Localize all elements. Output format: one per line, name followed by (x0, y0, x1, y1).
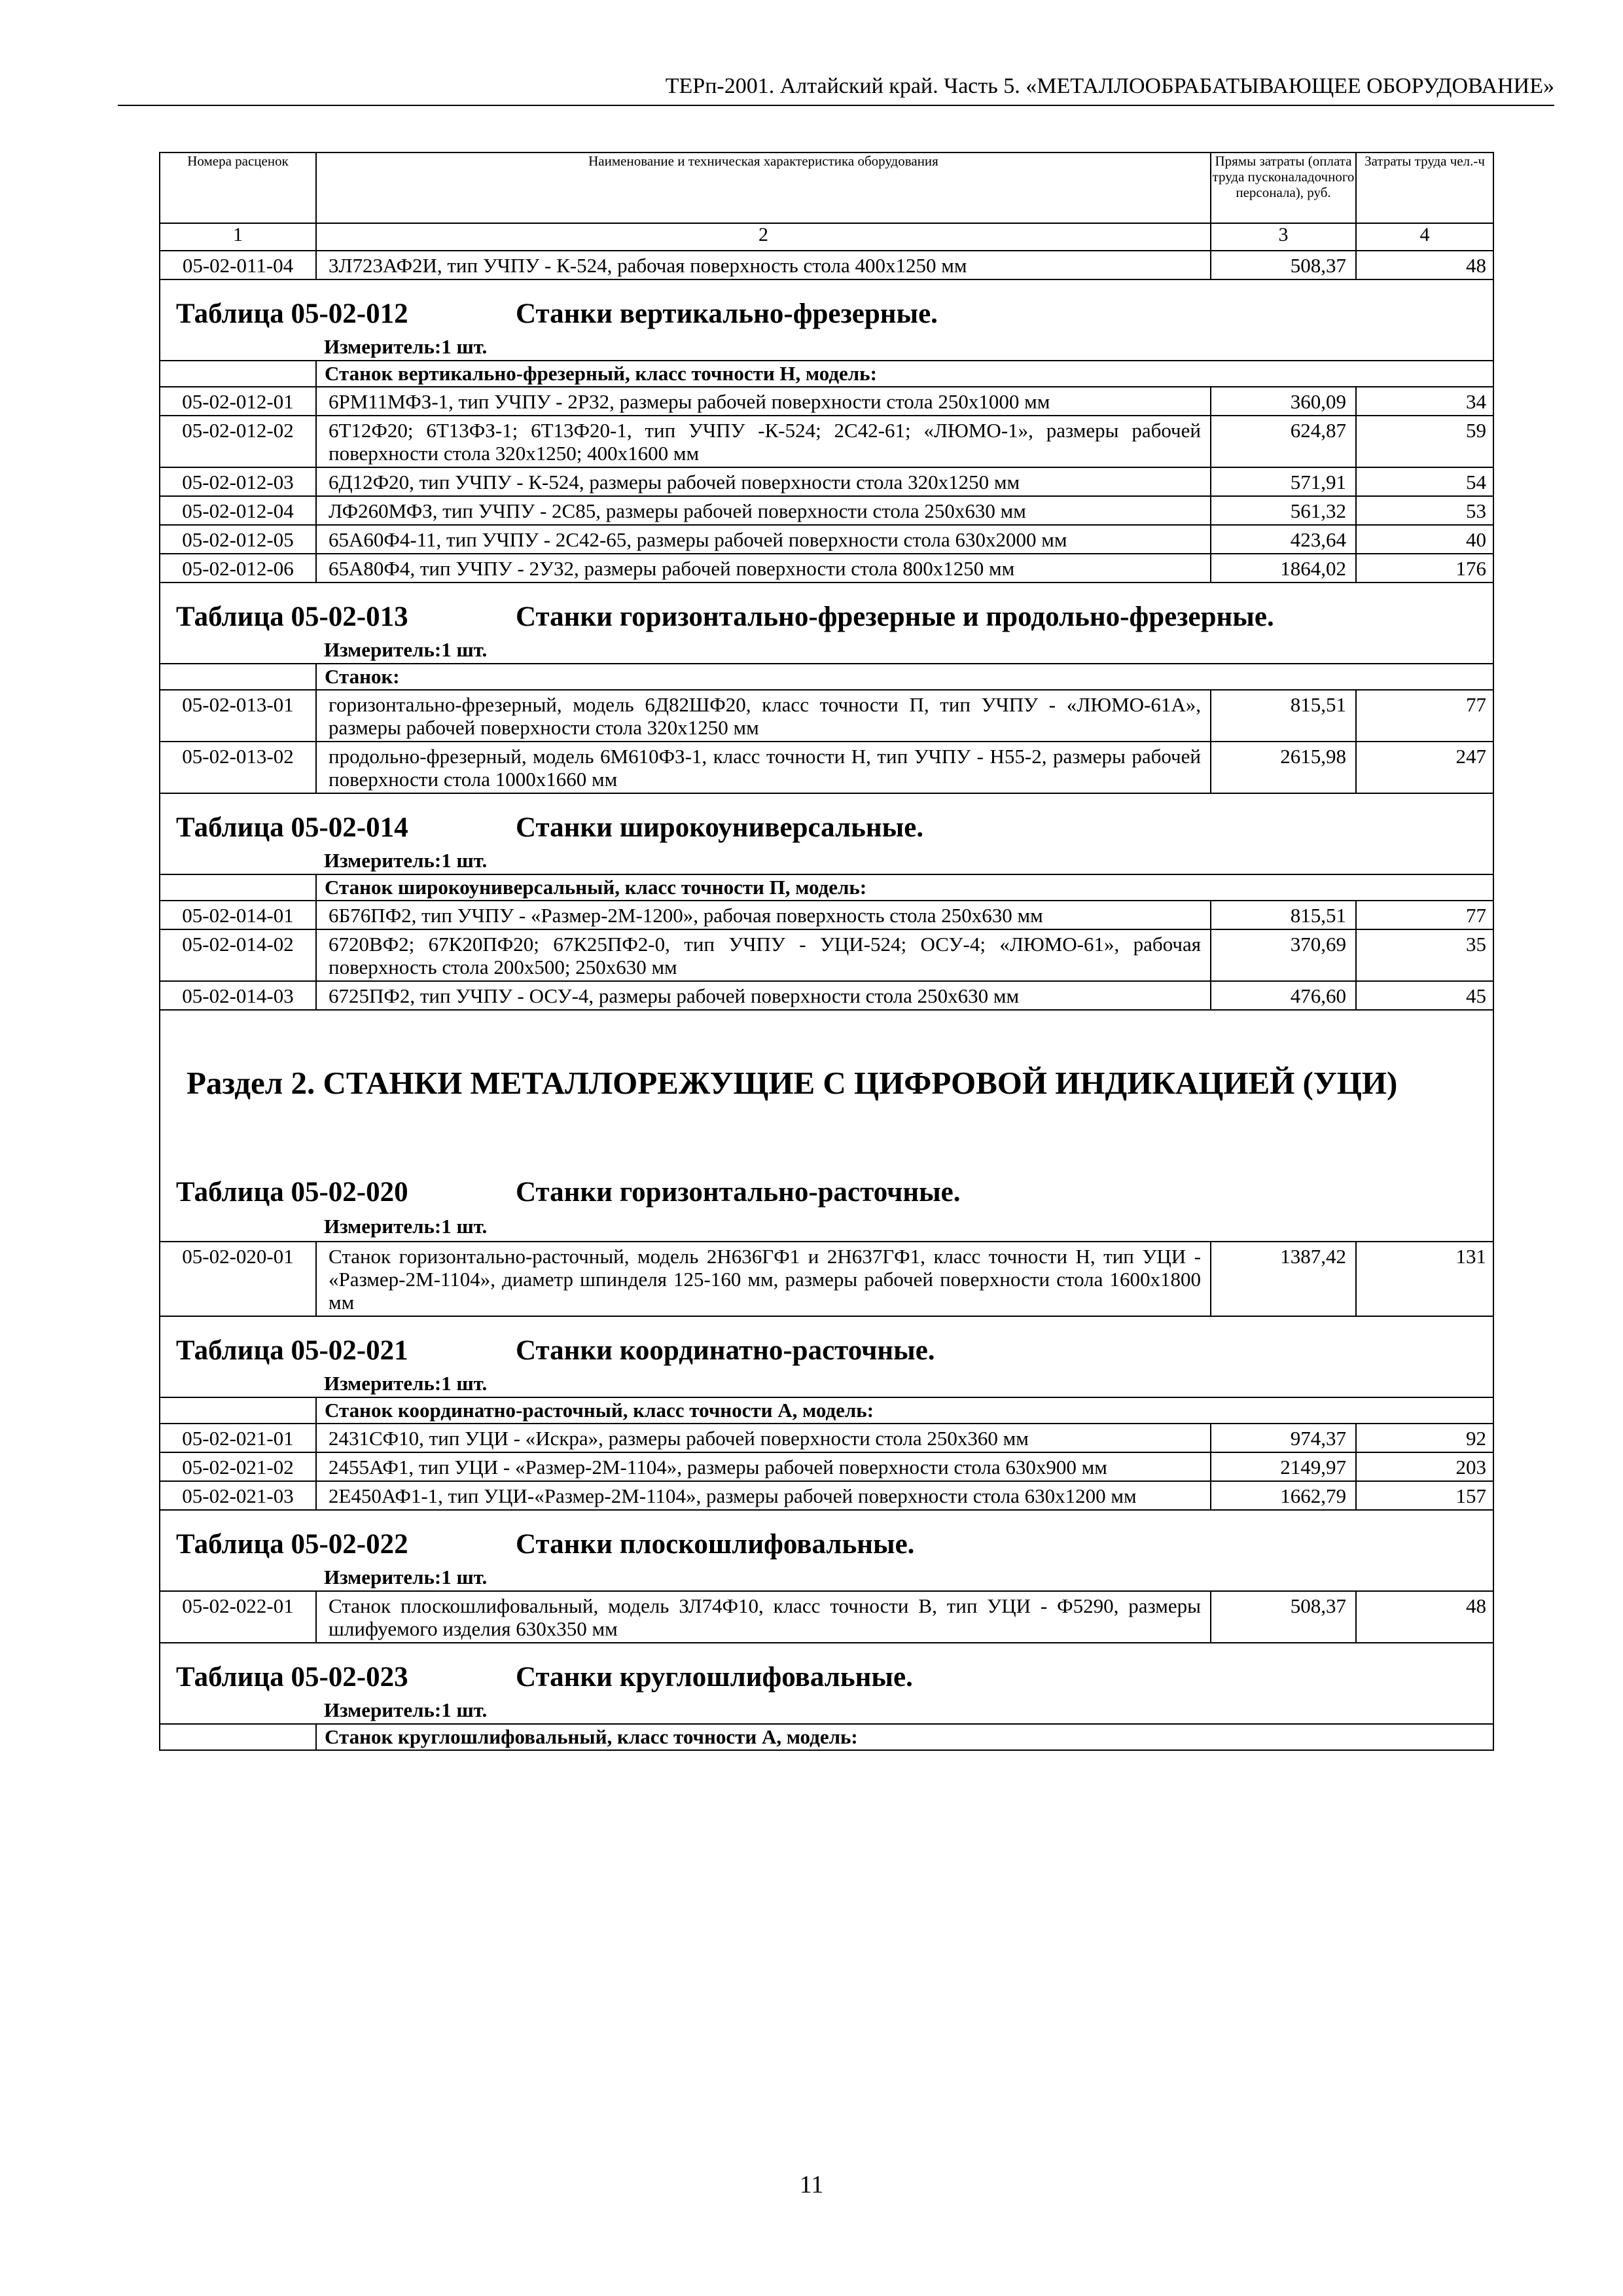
labor-hours: 54 (1356, 467, 1493, 496)
measure-unit: Измеритель:1 шт. (324, 335, 488, 358)
price-table-wrapper (159, 152, 1493, 1751)
table-title (160, 1158, 1493, 1212)
table-name: Станки широкоуниверсальные. (516, 812, 924, 843)
group-heading: Станок вертикально-фрезерный, класс точности Н, модель: (316, 361, 1493, 387)
table-name: Станки плоскошлифовальные. (516, 1529, 915, 1560)
rate-description: горизонтально-фрезерный, модель 6Д82ШФ20, класс точности П, тип УЧПУ - «ЛЮМО-61А», размеры рабочей поверхности стола 320х1250 мм (316, 690, 1211, 742)
rate-description: 6Б76ПФ2, тип УЧПУ - «Размер-2М-1200», рабочая поверхность стола 250х630 мм (316, 901, 1211, 929)
labor-hours: 35 (1356, 929, 1493, 981)
column-header-codes: Номера расценок (160, 152, 316, 223)
column-header-direct-costs: Прямы затраты (оплата труда пусконаладочного персонала), руб. (1211, 152, 1356, 223)
table-row (160, 742, 1493, 793)
section-block (160, 1011, 1493, 1241)
measure-unit: Измеритель:1 шт. (324, 1698, 488, 1721)
rate-description: ЛФ260МФЗ, тип УЧПУ - 2С85, размеры рабочей поверхности стола 250х630 мм (316, 496, 1211, 525)
direct-cost: 360,09 (1211, 387, 1356, 416)
direct-cost: 1387,42 (1211, 1242, 1356, 1316)
table-title (160, 1643, 1493, 1697)
rate-code: 05-02-012-01 (160, 387, 316, 416)
group-spacer (160, 664, 316, 690)
rate-description: 2455АФ1, тип УЦИ - «Размер-2М-1104», размеры рабочей поверхности стола 630х900 мм (316, 1452, 1211, 1481)
group-heading: Станок круглошлифовальный, класс точности А, модель: (316, 1724, 1493, 1750)
rate-code: 05-02-012-03 (160, 467, 316, 496)
measure-unit: Измеритель:1 шт. (324, 638, 488, 661)
labor-hours: 34 (1356, 387, 1493, 416)
table-title (160, 583, 1493, 637)
rate-description: Станок горизонтально-расточный, модель 2Н636ГФ1 и 2Н637ГФ1, класс точности Н, тип УЦИ - «Размер-2М-1104», диаметр шпинделя 125-160 мм, размеры рабочей поверхности стола 1600х1800 мм (316, 1242, 1211, 1316)
column-header-description: Наименование и техническая характеристика оборудования (316, 152, 1211, 223)
rate-code: 05-02-021-02 (160, 1452, 316, 1481)
rate-code: 05-02-012-04 (160, 496, 316, 525)
labor-hours: 176 (1356, 554, 1493, 583)
column-number: 1 (160, 223, 316, 251)
measure-unit: Измеритель:1 шт. (324, 1215, 488, 1238)
group-heading: Станок координатно-расточный, класс точности А, модель: (316, 1397, 1493, 1424)
page-number: 11 (799, 2171, 824, 2198)
table-number: Таблица 05-02-023 (176, 1662, 408, 1693)
direct-cost: 815,51 (1211, 690, 1356, 742)
labor-hours: 77 (1356, 690, 1493, 742)
table-row (160, 690, 1493, 742)
labor-hours: 157 (1356, 1481, 1493, 1510)
table-number: Таблица 05-02-013 (176, 601, 408, 632)
column-number: 3 (1211, 223, 1356, 251)
labor-hours: 53 (1356, 496, 1493, 525)
table-number: Таблица 05-02-020 (176, 1177, 408, 1208)
group-row (160, 361, 1493, 387)
section-title: Раздел 2. СТАНКИ МЕТАЛЛОРЕЖУЩИЕ С ЦИФРОВОЙ ИНДИКАЦИЕЙ (УЦИ) (187, 1065, 1398, 1101)
table-row (160, 525, 1493, 554)
table-title-row (160, 1643, 1493, 1724)
direct-cost: 476,60 (1211, 981, 1356, 1010)
table-row (160, 1481, 1493, 1510)
direct-cost: 508,37 (1211, 1591, 1356, 1643)
rate-description: 6725ПФ2, тип УЧПУ - ОСУ-4, размеры рабочей поверхности стола 250х630 мм (316, 981, 1211, 1010)
table-title-row (160, 1510, 1493, 1591)
rate-description: 6Т12Ф20; 6Т13ФЗ-1; 6Т13Ф20-1, тип УЧПУ -К-524; 2С42-61; «ЛЮМО-1», размеры рабочей поверхности стола 320х1250; 400х1600 мм (316, 416, 1211, 467)
header-rule (118, 105, 1554, 106)
table-row (160, 901, 1493, 929)
measure-unit: Измеритель:1 шт. (324, 1566, 488, 1588)
table-name: Станки координатно-расточные. (516, 1335, 935, 1366)
rate-code: 05-02-014-02 (160, 929, 316, 981)
rate-description: 6720ВФ2; 67К20ПФ20; 67К25ПФ2-0, тип УЧПУ - УЦИ-524; ОСУ-4; «ЛЮМО-61», рабочая поверхность стола 200х500; 250х630 мм (316, 929, 1211, 981)
rate-description: 65А80Ф4, тип УЧПУ - 2У32, размеры рабочей поверхности стола 800х1250 мм (316, 554, 1211, 583)
running-header: ТЕРп-2001. Алтайский край. Часть 5. «МЕТАЛЛООБРАБАТЫВАЮЩЕЕ ОБОРУДОВАНИЕ» (665, 74, 1554, 98)
rate-code: 05-02-013-02 (160, 742, 316, 793)
rate-code: 05-02-014-01 (160, 901, 316, 929)
labor-hours: 40 (1356, 525, 1493, 554)
labor-hours: 48 (1356, 251, 1493, 279)
table-row (160, 1424, 1493, 1452)
table-name: Станки круглошлифовальные. (516, 1662, 913, 1693)
column-number: 4 (1356, 223, 1493, 251)
direct-cost: 508,37 (1211, 251, 1356, 279)
labor-hours: 92 (1356, 1424, 1493, 1452)
table-row (160, 1242, 1493, 1316)
measure-unit: Измеритель:1 шт. (324, 1372, 488, 1395)
group-spacer (160, 361, 316, 387)
group-row (160, 664, 1493, 690)
table-row (160, 251, 1493, 279)
rate-code: 05-02-011-04 (160, 251, 316, 279)
measure-unit: Измеритель:1 шт. (324, 849, 488, 872)
labor-hours: 203 (1356, 1452, 1493, 1481)
direct-cost: 561,32 (1211, 496, 1356, 525)
direct-cost: 423,64 (1211, 525, 1356, 554)
table-row (160, 416, 1493, 467)
section-row (160, 1010, 1493, 1242)
rate-code: 05-02-012-05 (160, 525, 316, 554)
direct-cost: 2149,97 (1211, 1452, 1356, 1481)
rate-description: 65А60Ф4-11, тип УЧПУ - 2С42-65, размеры рабочей поверхности стола 630х2000 мм (316, 525, 1211, 554)
table-row (160, 929, 1493, 981)
direct-cost: 624,87 (1211, 416, 1356, 467)
rate-code: 05-02-022-01 (160, 1591, 316, 1643)
rate-code: 05-02-014-03 (160, 981, 316, 1010)
table-name: Станки горизонтально-расточные. (516, 1177, 961, 1208)
table-number: Таблица 05-02-014 (176, 812, 408, 843)
table-row (160, 1452, 1493, 1481)
group-row (160, 1724, 1493, 1750)
table-title (160, 280, 1493, 334)
table-row (160, 1591, 1493, 1643)
rate-code: 05-02-012-02 (160, 416, 316, 467)
table-title-row (160, 1316, 1493, 1397)
rate-description: 3Л723АФ2И, тип УЧПУ - К-524, рабочая поверхность стола 400х1250 мм (316, 251, 1211, 279)
rate-code: 05-02-020-01 (160, 1242, 316, 1316)
direct-cost: 370,69 (1211, 929, 1356, 981)
rate-description: продольно-фрезерный, модель 6М610ФЗ-1, класс точности Н, тип УЧПУ - Н55-2, размеры рабочей поверхности стола 1000х1660 мм (316, 742, 1211, 793)
price-table (159, 152, 1494, 1751)
table-title (160, 1317, 1493, 1371)
rate-description: 2431СФ10, тип УЦИ - «Искра», размеры рабочей поверхности стола 250х360 мм (316, 1424, 1211, 1452)
labor-hours: 131 (1356, 1242, 1493, 1316)
rate-code: 05-02-012-06 (160, 554, 316, 583)
group-spacer (160, 1397, 316, 1424)
direct-cost: 1662,79 (1211, 1481, 1356, 1510)
group-heading: Станок широкоуниверсальный, класс точности П, модель: (316, 874, 1493, 901)
group-heading: Станок: (316, 664, 1493, 690)
direct-cost: 1864,02 (1211, 554, 1356, 583)
direct-cost: 571,91 (1211, 467, 1356, 496)
direct-cost: 974,37 (1211, 1424, 1356, 1452)
rate-description: 2Е450АФ1-1, тип УЦИ-«Размер-2М-1104», размеры рабочей поверхности стола 630х1200 мм (316, 1481, 1211, 1510)
table-row (160, 387, 1493, 416)
table-row (160, 467, 1493, 496)
rate-code: 05-02-021-01 (160, 1424, 316, 1452)
column-number: 2 (316, 223, 1211, 251)
table-name: Станки горизонтально-фрезерные и продольно-фрезерные. (516, 601, 1274, 632)
column-number-row (160, 223, 1493, 251)
column-header-row (160, 152, 1493, 223)
table-row (160, 981, 1493, 1010)
table-number: Таблица 05-02-022 (176, 1529, 408, 1560)
table-title-row (160, 279, 1493, 361)
table-number: Таблица 05-02-021 (176, 1335, 408, 1366)
direct-cost: 815,51 (1211, 901, 1356, 929)
table-number: Таблица 05-02-012 (176, 298, 408, 329)
labor-hours: 48 (1356, 1591, 1493, 1643)
group-row (160, 874, 1493, 901)
rate-code: 05-02-013-01 (160, 690, 316, 742)
labor-hours: 59 (1356, 416, 1493, 467)
direct-cost: 2615,98 (1211, 742, 1356, 793)
rate-code: 05-02-021-03 (160, 1481, 316, 1510)
table-name: Станки вертикально-фрезерные. (516, 298, 938, 329)
table-title (160, 1511, 1493, 1564)
group-spacer (160, 1724, 316, 1750)
labor-hours: 77 (1356, 901, 1493, 929)
group-spacer (160, 874, 316, 901)
labor-hours: 45 (1356, 981, 1493, 1010)
column-header-labor: Затраты труда чел.-ч (1356, 152, 1493, 223)
table-title-row (160, 583, 1493, 664)
group-row (160, 1397, 1493, 1424)
rate-description: Станок плоскошлифовальный, модель ЗЛ74Ф10, класс точности В, тип УЦИ - Ф5290, размеры шлифуемого изделия 630х350 мм (316, 1591, 1211, 1643)
labor-hours: 247 (1356, 742, 1493, 793)
rate-description: 6Д12Ф20, тип УЧПУ - К-524, размеры рабочей поверхности стола 320х1250 мм (316, 467, 1211, 496)
table-row (160, 496, 1493, 525)
table-title-row (160, 793, 1493, 874)
rate-description: 6РМ11МФЗ-1, тип УЧПУ - 2Р32, размеры рабочей поверхности стола 250х1000 мм (316, 387, 1211, 416)
table-title (160, 794, 1493, 848)
table-row (160, 554, 1493, 583)
